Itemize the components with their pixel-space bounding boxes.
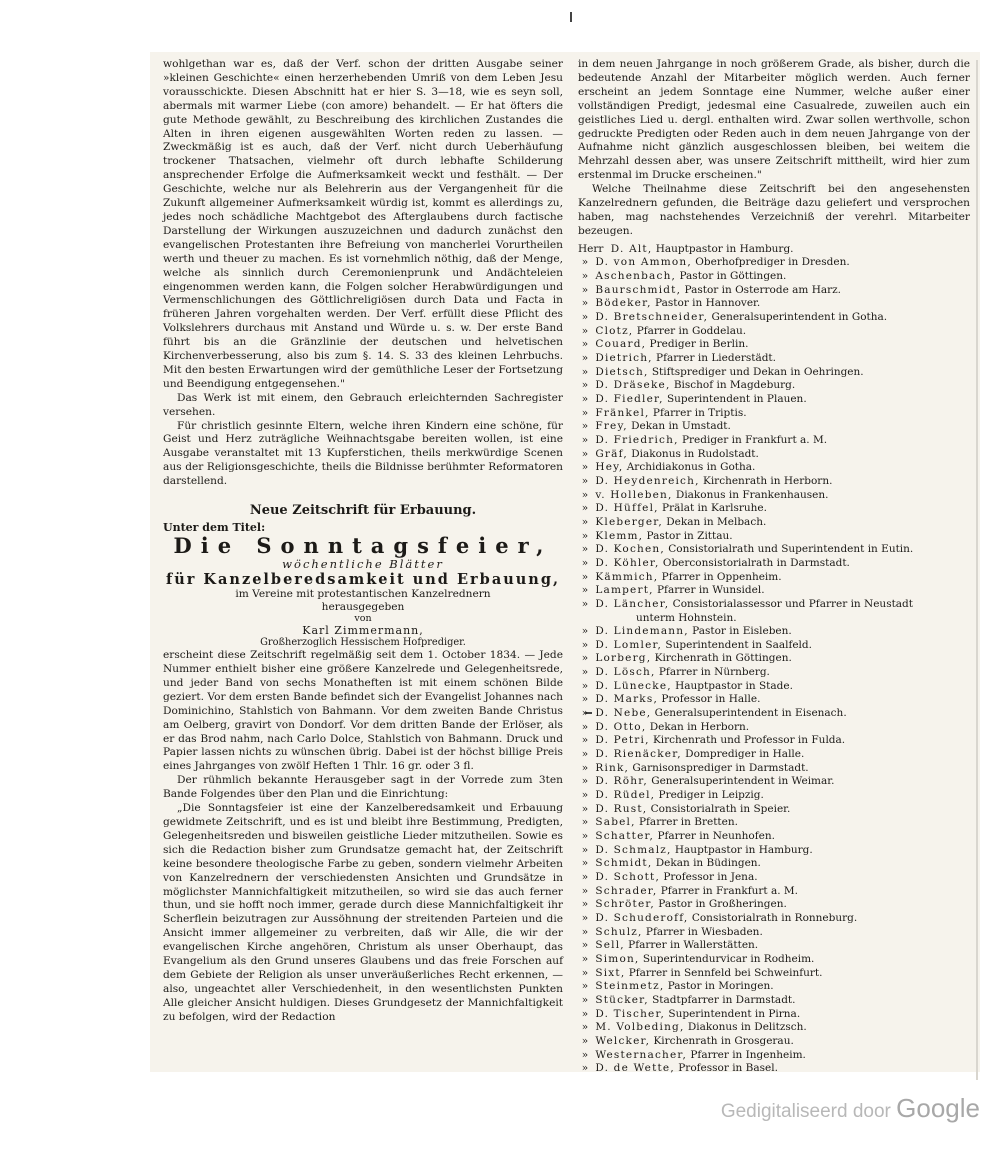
contributor-office: Pfarrer in Oppenheim. <box>658 570 782 583</box>
contributor-name: D. Lindemann, <box>595 625 689 638</box>
contributor-item <box>578 666 970 680</box>
contributor-office: Oberhofprediger in Dresden. <box>691 256 850 269</box>
contributor-marker: » <box>581 734 589 747</box>
contributor-name: D. Kochen, <box>595 543 665 556</box>
contributor-marker: » <box>581 761 589 774</box>
contributor-name: D. Rust, <box>595 802 648 815</box>
contributor-office: Professor in Halle. <box>657 693 761 706</box>
contributor-item <box>578 297 970 311</box>
contributor-name: Klemm, <box>595 529 644 542</box>
contributor-item <box>578 1021 970 1035</box>
contributor-marker: » <box>581 324 589 337</box>
contributor-marker: » <box>581 433 589 446</box>
contributor-name: D. Nebe, <box>595 707 652 720</box>
contributor-name: Aschenbach, <box>595 270 677 283</box>
contributor-office: Pastor in Eisleben. <box>688 625 792 638</box>
contributor-office: Pfarrer in Ingenheim. <box>687 1048 806 1061</box>
contributor-office: Pfarrer in Nürnberg. <box>655 666 770 679</box>
contributor-marker: » <box>581 843 589 856</box>
contributor-item <box>578 1049 970 1063</box>
contributor-office: Pfarrer in Liederstädt. <box>652 352 776 365</box>
contributor-office: Dekan in Herborn. <box>646 720 750 733</box>
contributor-item <box>578 625 970 639</box>
contributor-item <box>578 612 970 626</box>
contributor-name: Sell, <box>595 939 625 952</box>
contributor-name: D. Rüdel, <box>595 789 656 802</box>
contributor-name: v. Holleben, <box>595 488 673 501</box>
contributor-item <box>578 926 970 940</box>
gift-edition-paragraph: Für christlich gesinnte Eltern, welche ihren Kindern eine schöne, für Geist und Herz zuträgliche Weihnachtsgabe bereiten wollen, ist eine Ausgabe veranstaltet mit 13 Kupferstichen, theils merkwürdige Scenen aus der Religionsgeschichte, theils die Bildnisse berühmter Reformatoren darstellend. <box>163 419 563 488</box>
contributor-office: Prälat in Karlsruhe. <box>658 502 767 515</box>
contributor-name: Steinmetz, <box>595 980 665 993</box>
contributor-item <box>578 652 970 666</box>
contributor-office: Consistorialrath in Ronneburg. <box>688 911 858 924</box>
contributor-name: Dietsch, <box>595 365 649 378</box>
contributor-item <box>578 407 970 421</box>
contributor-marker: » <box>581 420 589 433</box>
contributor-office: Pfarrer in Bretten. <box>635 816 738 829</box>
contributor-office: Prediger in Frankfurt a. M. <box>678 433 828 446</box>
contributor-item <box>578 393 970 407</box>
contributor-office: Superintendurvicar in Rodheim. <box>639 952 815 965</box>
contributor-item <box>578 516 970 530</box>
contributor-marker: » <box>581 898 589 911</box>
contributor-marker: » <box>581 406 589 419</box>
contributor-item <box>578 857 970 871</box>
contributor-item <box>578 475 970 489</box>
contributor-item <box>578 325 970 339</box>
contributor-office: Pfarrer in Wallerstätten. <box>624 939 759 952</box>
contributor-marker: » <box>581 693 589 706</box>
contributor-item <box>578 789 970 803</box>
contributor-office: Generalsuperintendent in Gotha. <box>708 311 888 324</box>
contributor-marker: » <box>581 666 589 679</box>
contributor-marker: » <box>581 461 589 474</box>
contributor-item <box>578 598 970 612</box>
contributor-name: D. Tischer, <box>595 1007 666 1020</box>
contributor-office: Hauptpastor in Stade. <box>671 679 793 692</box>
contributor-name: Hey, <box>595 461 624 474</box>
contributor-marker: » <box>581 515 589 528</box>
review-paragraph: wohlgethan war es, daß der Verf. schon der dritten Ausgabe seiner »kleinen Geschichte« einen herzerhebenden Umriß von dem Leben Jesu vorausschickte. Diesen Abschnitt hat er hier S. 3—18, wie es seyn soll, abermals mit warmer Liebe (con amore) behandelt. — Er hat öfters die gute Methode gewählt, zu Beschreibung des kirchlichen Zustandes die Alten in ihren eigenen ausgewählten Worten reden zu lassen. — Zweckmäßig ist es auch, daß der Verf. nicht durch Ueberhäufung trockener Thatsachen, vielmehr oft durch lebhafte Schilderung ansprechender Erfolge die Aufmerksamkeit weckt und festhält. — Der Geschichte, welche nur als Belehrerin aus der Vergangenheit für die Zukunft allgemeiner Aufmerksamkeit würdig ist, kommt es allerdings zu, jedes noch schädliche Machtgebot des Afterglaubens durch factische Darstellung der Wirkungen auszuzeichnen und dadurch zunächst den evangelischen Protestanten ihre Befreiung von mancherlei Vorurtheilen werth und theuer zu machen. Es ist vornehmlich nöthig, daß der Menge, welche als sinnlich durch Ceremonienprunk und Andächteleien eingenommen werden kann, die Folgen solcher Herabwürdigungen und Vermenschlichungen des Göttlichreligiösen durch Data und Facta in früheren Jahren vorgehalten werden. Der Verf. erfüllt diese Pflicht des Volkslehrers durchaus mit Anstand und Würde u. s. w. Der erste Band führt bis an die Gränzlinie der deutschen und helvetischen Kirchenverbesserung, also bis zum §. 14. S. 33 des kleinen Lehrbuchs. Mit den besten Erwartungen wird der gemüthliche Leser der Fortsetzung und Beendigung entgegensehen." <box>163 58 563 390</box>
contributor-office: Pastor in Moringen. <box>664 980 774 993</box>
contributor-office: Pastor in Zittau. <box>643 529 733 542</box>
contributor-marker: » <box>581 584 589 597</box>
editor-preface-quote: „Die Sonntagsfeier ist eine der Kanzelberedsamkeit und Erbauung gewidmete Zeitschrift, und es ist und bleibt ihre Bestimmung, Predigten, Gelegenheitsreden und bisweilen geistliche Lieder mitzutheilen. Sowie es sich die Redaction bisher zum Grundsatze gemacht hat, der Zeitschrift keine besondere theologische Farbe zu geben, sondern vielmehr Arbeiten von Kanzelrednern der verschiedensten Ansichten und Grundsätze in möglichster Mannichfaltigkeit mitzutheilen, so wird sie das auch ferner thun, und sie hofft noch immer, gerade durch diese Mannichfaltigkeit ihr Scherflein beizutragen zur Aussöhnung der streitenden Parteien und die Ansicht immer allgemeiner zu verbreiten, daß wir Alle, die wir der evangelischen Kirche angehören, Christum als unser Oberhaupt, das Evangelium als den Grund unseres Glaubens und das freie Forschen auf dem Gebiete der Religion als unser unveräußerliches Recht erkennen, — also, ungeachtet aller Verschiedenheit, in den wesentlichsten Punkten Alle gleicher Ansicht huldigen. Dieses Grundgesetz der Mannichfaltigkeit zu befolgen, wird der Redaction <box>163 802 563 1023</box>
contributor-marker: » <box>581 679 589 692</box>
contributor-marker: » <box>581 802 589 815</box>
contributor-item <box>578 543 970 557</box>
contributor-marker: » <box>581 1007 589 1020</box>
scan-mark <box>570 12 572 22</box>
contributor-office: Kirchenrath in Grosgerau. <box>650 1034 794 1047</box>
contributor-marker: » <box>581 707 589 720</box>
contributor-name: Stücker, <box>595 993 649 1006</box>
contributor-item <box>578 448 970 462</box>
contributor-item <box>578 352 970 366</box>
watermark-prefix: Gedigitaliseerd door <box>720 1101 897 1122</box>
contributor-marker: » <box>581 966 589 979</box>
contributor-item <box>578 775 970 789</box>
contributor-office: Professor in Jena. <box>660 870 758 883</box>
contributor-marker: » <box>581 952 589 965</box>
contributor-office: Superintendent in Plauen. <box>663 393 807 405</box>
editor-name: Karl Zimmermann, <box>302 624 424 638</box>
contributor-item <box>578 762 970 776</box>
contributor-item <box>578 871 970 885</box>
contributor-marker: » <box>581 816 589 829</box>
contributor-name: Schröter, <box>595 898 655 911</box>
contributor-office: Superintendent in Saalfeld. <box>662 638 812 651</box>
contributor-item <box>578 379 970 393</box>
contributor-marker: » <box>581 338 589 351</box>
contributor-name: Lampert, <box>595 584 654 597</box>
contributor-office: Stadtpfarrer in Darmstadt. <box>648 993 796 1006</box>
contributor-marker: » <box>581 502 589 515</box>
contributor-office: Pastor in Göttingen. <box>676 270 787 283</box>
editor-preface-intro: Der rühmlich bekannte Herausgeber sagt in der Vorrede zum 3ten Bande Folgendes über den Plan und die Einrichtung: <box>163 774 563 801</box>
contributor-office: Hauptpastor in Hamburg. <box>652 242 794 255</box>
contributor-marker: » <box>581 311 589 324</box>
contributor-name: D. Lünecke, <box>595 679 672 692</box>
journal-title: Die Sonntagsfeier, <box>173 533 553 559</box>
contributor-marker: » <box>581 870 589 883</box>
contributor-marker: » <box>581 270 589 283</box>
contributor-item <box>578 680 970 694</box>
contributor-item <box>578 693 970 707</box>
contributor-marker: » <box>581 652 589 665</box>
register-paragraph: Das Werk ist mit einem, den Gebrauch erleichternden Sachregister versehen. <box>163 391 563 418</box>
contributor-marker: » <box>581 993 589 1006</box>
contributors-intro: Welche Theilnahme diese Zeitschrift bei den angesehensten Kanzelrednern gefunden, die Beiträge dazu geliefert und versprochen haben, mag nachstehendes Verzeichniß der verehrl. Mitarbeiter bezeugen. <box>578 183 970 237</box>
contributor-name: D. Lomler, <box>595 638 663 651</box>
contributor-marker: » <box>581 748 589 761</box>
contributor-name: Frey, <box>595 420 628 433</box>
contributor-name: Dietrich, <box>595 352 653 365</box>
contributor-name: D. Petri, <box>595 734 650 747</box>
left-column <box>163 58 563 1025</box>
contributor-item <box>578 994 970 1008</box>
contributor-marker: » <box>581 830 589 842</box>
contributor-office: Diakonus in Delitzsch. <box>684 1021 807 1034</box>
contributor-office: Pastor in Großheringen. <box>654 898 787 911</box>
contributor-marker: Herr <box>578 242 604 255</box>
contributor-item <box>578 1062 970 1076</box>
contributor-name: D. Schmalz, <box>595 843 672 856</box>
editor-role: Großherzoglich Hessischem Hofprediger. <box>260 637 466 649</box>
contributor-marker: » <box>581 638 589 651</box>
contributor-office: Hauptpastor in Hamburg. <box>671 843 813 856</box>
contributor-item <box>578 489 970 503</box>
contributor-name: Sixt, <box>595 966 626 979</box>
contributor-item <box>578 270 970 284</box>
contributor-marker: » <box>581 1021 589 1034</box>
contributor-name: D. von Ammon, <box>595 256 692 269</box>
contributor-marker: » <box>581 543 589 556</box>
contributor-office: Kirchenrath in Herborn. <box>699 474 833 487</box>
contributor-item <box>578 980 970 994</box>
contributor-marker: » <box>581 570 589 583</box>
contributor-item <box>578 967 970 981</box>
google-logo: Google <box>896 1093 980 1123</box>
contributor-item <box>578 885 970 899</box>
contributor-office: Pfarrer in Wiesbaden. <box>642 925 763 938</box>
contributor-item <box>578 530 970 544</box>
contributor-name: Rink, <box>595 761 630 774</box>
contributor-office: Bischof in Magdeburg. <box>670 379 796 392</box>
contributor-name: Gräf, <box>595 447 628 460</box>
contributor-name: D. de Wette, <box>595 1062 675 1075</box>
contributor-item <box>578 366 970 380</box>
contributor-item <box>578 803 970 817</box>
contributor-office: Dekan in Melbach. <box>662 515 767 528</box>
contributor-item <box>578 461 970 475</box>
contributor-item <box>578 338 970 352</box>
contributor-office: Oberconsistorialrath in Darmstadt. <box>659 556 850 569</box>
contributor-office: Pfarrer in Neunhofen. <box>654 830 775 842</box>
contributor-name: Kämmich, <box>595 570 659 583</box>
contributor-office: Generalsuperintendent in Eisenach. <box>651 707 847 720</box>
contributor-name: D. Heydenreich, <box>595 474 700 487</box>
contributor-item <box>578 1035 970 1049</box>
contributor-office: Prediger in Berlin. <box>646 338 749 351</box>
contributor-marker: » <box>581 1048 589 1061</box>
contributor-name: D. Bretschneider, <box>595 311 709 324</box>
contributor-name: D. Hüffel, <box>595 502 659 515</box>
contributor-name: Bödeker, <box>595 297 652 310</box>
contributor-marker: » <box>581 556 589 569</box>
quote-continuation: in dem neuen Jahrgange in noch größerem Grade, als bisher, durch die bedeutende Anzahl der Mitarbeiter möglich werden. Auch ferner erscheint an jedem Sonntage eine Nummer, welche außer einer vollständigen Predigt, jedesmal eine Casualrede, zuweilen auch ein geistliches Lied u. dergl. enthalten wird. Zwar sollen werthvolle, schon gedruckte Predigten oder Reden auch in dem neuen Jahrgange von der Aufnahme nicht gänzlich ausgeschlossen bleiben, bei weitem die Mehrzahl dessen aber, was unsere Zeitschrift mittheilt, wird hier zum erstenmal im Drucke erscheinen." <box>578 58 970 182</box>
contributors-list <box>578 243 970 1076</box>
contributor-name: Baurschmidt, <box>595 283 682 296</box>
contributor-marker: » <box>581 720 589 733</box>
contributor-marker: » <box>581 488 589 501</box>
contributor-item <box>578 816 970 830</box>
contributor-office: Superintendent in Pirna. <box>665 1007 801 1020</box>
contributor-item <box>578 939 970 953</box>
contributor-marker: » <box>581 393 589 405</box>
contributor-office: Consistorialrath und Superintendent in Eutin. <box>664 543 914 556</box>
contributor-name: Clotz, <box>595 324 634 337</box>
journal-subtitle: wöchentliche Blätter <box>282 557 444 572</box>
contributor-item <box>578 748 970 762</box>
contributor-marker: » <box>581 529 589 542</box>
contributor-item <box>578 584 970 598</box>
contributor-item <box>578 420 970 434</box>
contributor-marker: » <box>581 474 589 487</box>
contributor-marker: » <box>581 625 589 638</box>
contributor-name: Couard, <box>595 338 647 351</box>
right-column <box>578 58 970 1076</box>
contributor-marker: » <box>581 980 589 993</box>
contributor-item <box>578 502 970 516</box>
contributor-name: D. Röhr, <box>595 775 648 788</box>
contributor-item <box>578 1008 970 1022</box>
contributor-marker: » <box>581 447 589 460</box>
contributor-name: Simon, <box>595 952 640 965</box>
contributor-item <box>578 571 970 585</box>
contributor-item <box>578 256 970 270</box>
contributor-item <box>578 912 970 926</box>
contributor-item <box>578 707 970 721</box>
contributor-name: M. Volbeding, <box>595 1021 685 1034</box>
contributor-office: Stiftsprediger und Dekan in Oehringen. <box>648 365 864 378</box>
title-line3: im Vereine mit protestantischen Kanzelrednern <box>235 588 491 601</box>
contributor-marker: » <box>581 939 589 952</box>
contributor-item <box>578 844 970 858</box>
contributor-name: D. Fiedler, <box>595 393 664 405</box>
contributor-office: Dekan in Büdingen. <box>652 857 761 870</box>
contributor-marker: » <box>581 283 589 296</box>
contributor-marker: » <box>581 297 589 310</box>
contributor-office: Pfarrer in Goddelau. <box>633 324 747 337</box>
contributor-office: Kirchenrath in Göttingen. <box>651 652 792 665</box>
contributor-office: Garnisonsprediger in Darmstadt. <box>629 761 809 774</box>
contributor-marker: » <box>581 925 589 938</box>
title-line5: von <box>354 613 372 625</box>
contributor-office: Consistorialassessor und Pfarrer in Neustadt <box>669 597 913 610</box>
digitization-watermark <box>721 1093 980 1124</box>
contributor-name: D. Schuderoff, <box>595 911 689 924</box>
contributor-name: D. Köhler, <box>595 556 660 569</box>
contributor-office: Diakonus in Frankenhausen. <box>672 488 829 501</box>
contributor-item <box>578 898 970 912</box>
contributor-item <box>578 721 970 735</box>
contributor-item <box>578 284 970 298</box>
contributor-name: Sabel, <box>595 816 636 829</box>
contributor-name: D. Alt, <box>610 242 653 255</box>
contributor-name: D. Friedrich, <box>595 433 679 446</box>
contributor-item <box>578 311 970 325</box>
contributor-name: D. Dräseke, <box>595 379 671 392</box>
contributor-marker: » <box>581 1034 589 1047</box>
contributor-name: D. Rienäcker, <box>595 748 682 761</box>
contributor-office: Pastor in Osterrode am Harz. <box>681 283 841 296</box>
contributor-office: Consistorialrath in Speier. <box>647 802 791 815</box>
contributor-office: Generalsuperintendent in Weimar. <box>647 775 835 788</box>
contributor-marker: » <box>581 857 589 870</box>
contributor-office: Archidiakonus in Gotha. <box>623 461 756 474</box>
contributor-office: Dekan in Umstadt. <box>627 420 731 433</box>
contributor-name: Lorberg, <box>595 652 652 665</box>
contributor-office: Pfarrer in Frankfurt a. M. <box>657 884 798 897</box>
contributor-name: D. Läncher, <box>595 597 670 610</box>
contributor-item <box>578 734 970 748</box>
contributor-office: Kirchenrath und Professor in Fulda. <box>649 734 846 747</box>
contributor-office: Professor in Basel. <box>674 1062 778 1075</box>
contributor-item <box>578 830 970 844</box>
contributor-name: Westernacher, <box>595 1048 688 1061</box>
contributor-item <box>578 953 970 967</box>
contributor-item <box>578 434 970 448</box>
contributor-marker: » <box>581 884 589 897</box>
contributor-name: Fränkel, <box>595 406 650 419</box>
contributor-name: D. Otto, <box>595 720 647 733</box>
contributor-office: Prediger in Leipzig. <box>655 789 764 802</box>
contributor-marker: » <box>581 789 589 802</box>
contributor-office: unterm Hohnstein. <box>636 611 737 624</box>
contributor-marker: » <box>581 597 589 610</box>
contributor-marker: » <box>581 256 589 269</box>
contributor-office: Pastor in Hannover. <box>651 297 761 310</box>
contributor-marker: » <box>581 911 589 924</box>
contributor-marker: » <box>581 379 589 392</box>
contributor-name: D. Schott, <box>595 870 660 883</box>
contributor-name: Welcker, <box>595 1034 651 1047</box>
journal-title-line2: für Kanzelberedsamkeit und Erbauung, <box>165 571 561 589</box>
contributor-item <box>578 639 970 653</box>
under-title-label: Unter dem Titel: <box>163 521 266 535</box>
contributor-item <box>578 243 970 257</box>
contributor-marker: » <box>581 1062 589 1075</box>
contributor-office: Domprediger in Halle. <box>681 748 805 761</box>
contributor-name: Schrader, <box>595 884 658 897</box>
section-heading: Neue Zeitschrift für Erbauung. <box>249 503 477 519</box>
contributor-office: Pfarrer in Wunsidel. <box>653 584 765 597</box>
contributor-marker: » <box>581 775 589 788</box>
contributor-name: Schmidt, <box>595 857 653 870</box>
contributor-marker: » <box>581 365 589 378</box>
contributor-item <box>578 557 970 571</box>
contributor-name: Kleberger, <box>595 515 663 528</box>
contributor-name: D. Marks, <box>595 693 658 706</box>
contributor-name: D. Lösch, <box>595 666 656 679</box>
contributor-name: Schatter, <box>595 830 655 842</box>
page-edge-shadow <box>976 60 978 1080</box>
contributor-marker: » <box>581 352 589 365</box>
contributor-office: Pfarrer in Triptis. <box>649 406 747 419</box>
title-line4: herausgegeben <box>321 601 405 614</box>
contributor-office: Pfarrer in Sennfeld bei Schweinfurt. <box>625 966 823 979</box>
contributor-name: Schulz, <box>595 925 643 938</box>
journal-description: erscheint diese Zeitschrift regelmäßig seit dem 1. October 1834. — Jede Nummer enthielt bisher eine größere Kanzelrede und Gelegenheitsrede, und jeder Band von sechs Monatheften ist mit einem schönen Bilde geziert. Vor dem ersten Bande befindet sich der Evangelist Johannes nach Dominichino, Stahlstich von Bahmann. Vor dem zweiten Bande Christus am Oelberg, gravirt von Dondorf. Vor dem dritten Bande der Erlöser, als er das Brod nahm, nach Carlo Dolce, Stahlstich von Bahmann. Druck und Papier lassen nichts zu wünschen übrig. Dabei ist der höchst billige Preis eines Jahrganges von zwölf Heften 1 Thlr. 16 gr. oder 3 fl. <box>163 649 563 773</box>
contributor-office: Diakonus in Rudolstadt. <box>627 447 759 460</box>
